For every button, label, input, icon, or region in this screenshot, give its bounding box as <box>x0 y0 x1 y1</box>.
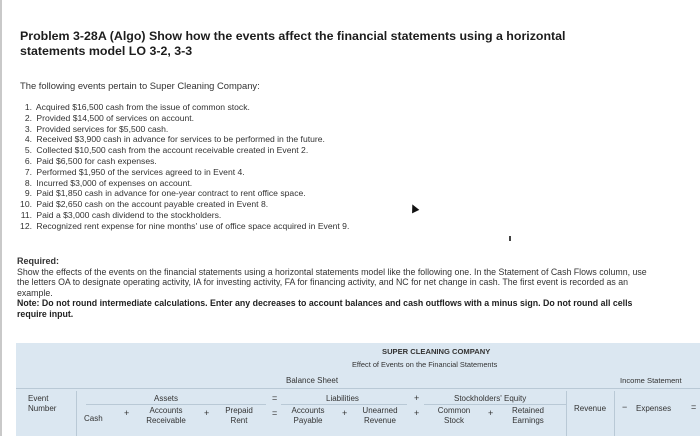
plus-operator: + <box>414 393 420 403</box>
event-number-header: Event Number <box>28 394 57 413</box>
event-item <box>18 145 349 156</box>
liabilities-header: Liabilities <box>326 394 359 403</box>
required-body: Show the effects of the events on the financial statements using a horizontal statements model like the following one. In the Statement of Cash Flows column, use the letters OA to designate operating activity, IA for investing activity, FA for financing activity, and NC for net change in cash. The first event is recorded as an example. <box>17 266 647 298</box>
event-item <box>18 167 349 178</box>
assets-header: Assets <box>154 394 179 403</box>
column-divider <box>566 391 567 436</box>
required-section <box>17 256 647 320</box>
company-name: SUPER CLEANING COMPANY <box>382 347 491 356</box>
event-text: Received $3,900 cash in advance for services to be performed in the future. <box>36 134 325 145</box>
event-number: 11. <box>20 209 32 220</box>
accounts-receivable-header: Accounts Receivable <box>146 406 186 425</box>
event-list <box>18 102 349 232</box>
balance-sheet-header: Balance Sheet <box>286 376 339 385</box>
event-item <box>18 210 349 221</box>
plus-operator: + <box>124 408 130 418</box>
table-subtitle: Effect of Events on the Financial Statements <box>352 360 498 369</box>
event-number: 7. <box>24 166 32 177</box>
event-item <box>18 221 349 232</box>
retained-earnings-header: Retained Earnings <box>511 406 545 425</box>
header-divider <box>16 388 700 389</box>
event-number: 9. <box>24 188 32 199</box>
required-heading: Required: <box>17 256 60 266</box>
revenue-header: Revenue <box>574 404 607 413</box>
plus-operator: + <box>204 408 210 418</box>
equals-operator: = <box>691 402 697 412</box>
common-stock-header: Common Stock <box>437 406 471 425</box>
assets-underline <box>86 404 266 405</box>
event-item <box>18 178 349 189</box>
event-text: Paid a $3,000 cash dividend to the stockholders. <box>36 209 222 220</box>
expenses-header: Expenses <box>636 404 672 413</box>
event-item <box>18 188 349 199</box>
event-number: 1. <box>24 102 32 112</box>
unearned-revenue-header: Unearned Revenue <box>362 406 398 425</box>
event-item <box>18 134 349 145</box>
event-number: 6. <box>24 155 32 166</box>
event-text: Provided services for $5,500 cash. <box>36 123 169 134</box>
column-divider <box>76 391 77 436</box>
equity-underline <box>424 404 566 405</box>
event-number: 5. <box>24 145 32 156</box>
problem-intro: The following events pertain to Super Cleaning Company: <box>20 80 260 91</box>
event-number: 12. <box>20 220 32 231</box>
event-text: Provided $14,500 of services on account. <box>36 112 195 123</box>
event-number: 4. <box>24 134 32 145</box>
equals-operator: = <box>272 393 278 403</box>
horizontal-statements-model-table <box>16 343 700 436</box>
prepaid-rent-header: Prepaid Rent <box>225 406 253 425</box>
event-number: 3. <box>24 123 32 134</box>
event-number: 8. <box>24 177 32 188</box>
event-text: Incurred $3,000 of expenses on account. <box>36 177 193 188</box>
text-cursor-icon <box>509 236 511 241</box>
event-item <box>18 113 349 124</box>
event-item <box>18 199 349 210</box>
income-statement-header: Income Statement <box>620 376 682 385</box>
event-text: Performed $1,950 of the services agreed to in Event 4. <box>36 166 245 177</box>
column-divider <box>614 391 615 436</box>
plus-operator: + <box>414 408 420 418</box>
event-number: 10. <box>20 199 32 210</box>
event-text: Paid $6,500 for cash expenses. <box>36 155 157 166</box>
plus-operator: + <box>342 408 348 418</box>
event-text: Paid $1,850 cash in advance for one-year contract to rent office space. <box>36 188 306 199</box>
cash-header: Cash <box>84 414 103 423</box>
event-item <box>18 124 349 135</box>
problem-title: Problem 3-28A (Algo) Show how the events affect the financial statements using a horizontal statements model LO 3-2, 3-3 <box>20 29 566 58</box>
accounts-payable-header: Accounts Payable <box>291 406 325 425</box>
event-number: 2. <box>24 112 32 123</box>
minus-operator: − <box>622 402 628 412</box>
equals-operator: = <box>272 408 278 418</box>
event-text: Paid $2,650 cash on the account payable created in Event 8. <box>36 199 269 210</box>
event-item <box>18 102 349 113</box>
equity-header: Stockholders' Equity <box>454 394 527 403</box>
event-text: Acquired $16,500 cash from the issue of common stock. <box>35 102 250 112</box>
liabilities-underline <box>281 404 407 405</box>
plus-operator: + <box>488 408 494 418</box>
event-item <box>18 156 349 167</box>
event-text: Recognized rent expense for nine months' use of office space acquired in Event 9. <box>36 220 350 231</box>
event-text: Collected $10,500 cash from the account receivable created in Event 2. <box>36 145 309 156</box>
required-note: Note: Do not round intermediate calculations. Enter any decreases to account balances and cash outflows with a minus sign. Do not round all cells require input. <box>17 298 633 319</box>
